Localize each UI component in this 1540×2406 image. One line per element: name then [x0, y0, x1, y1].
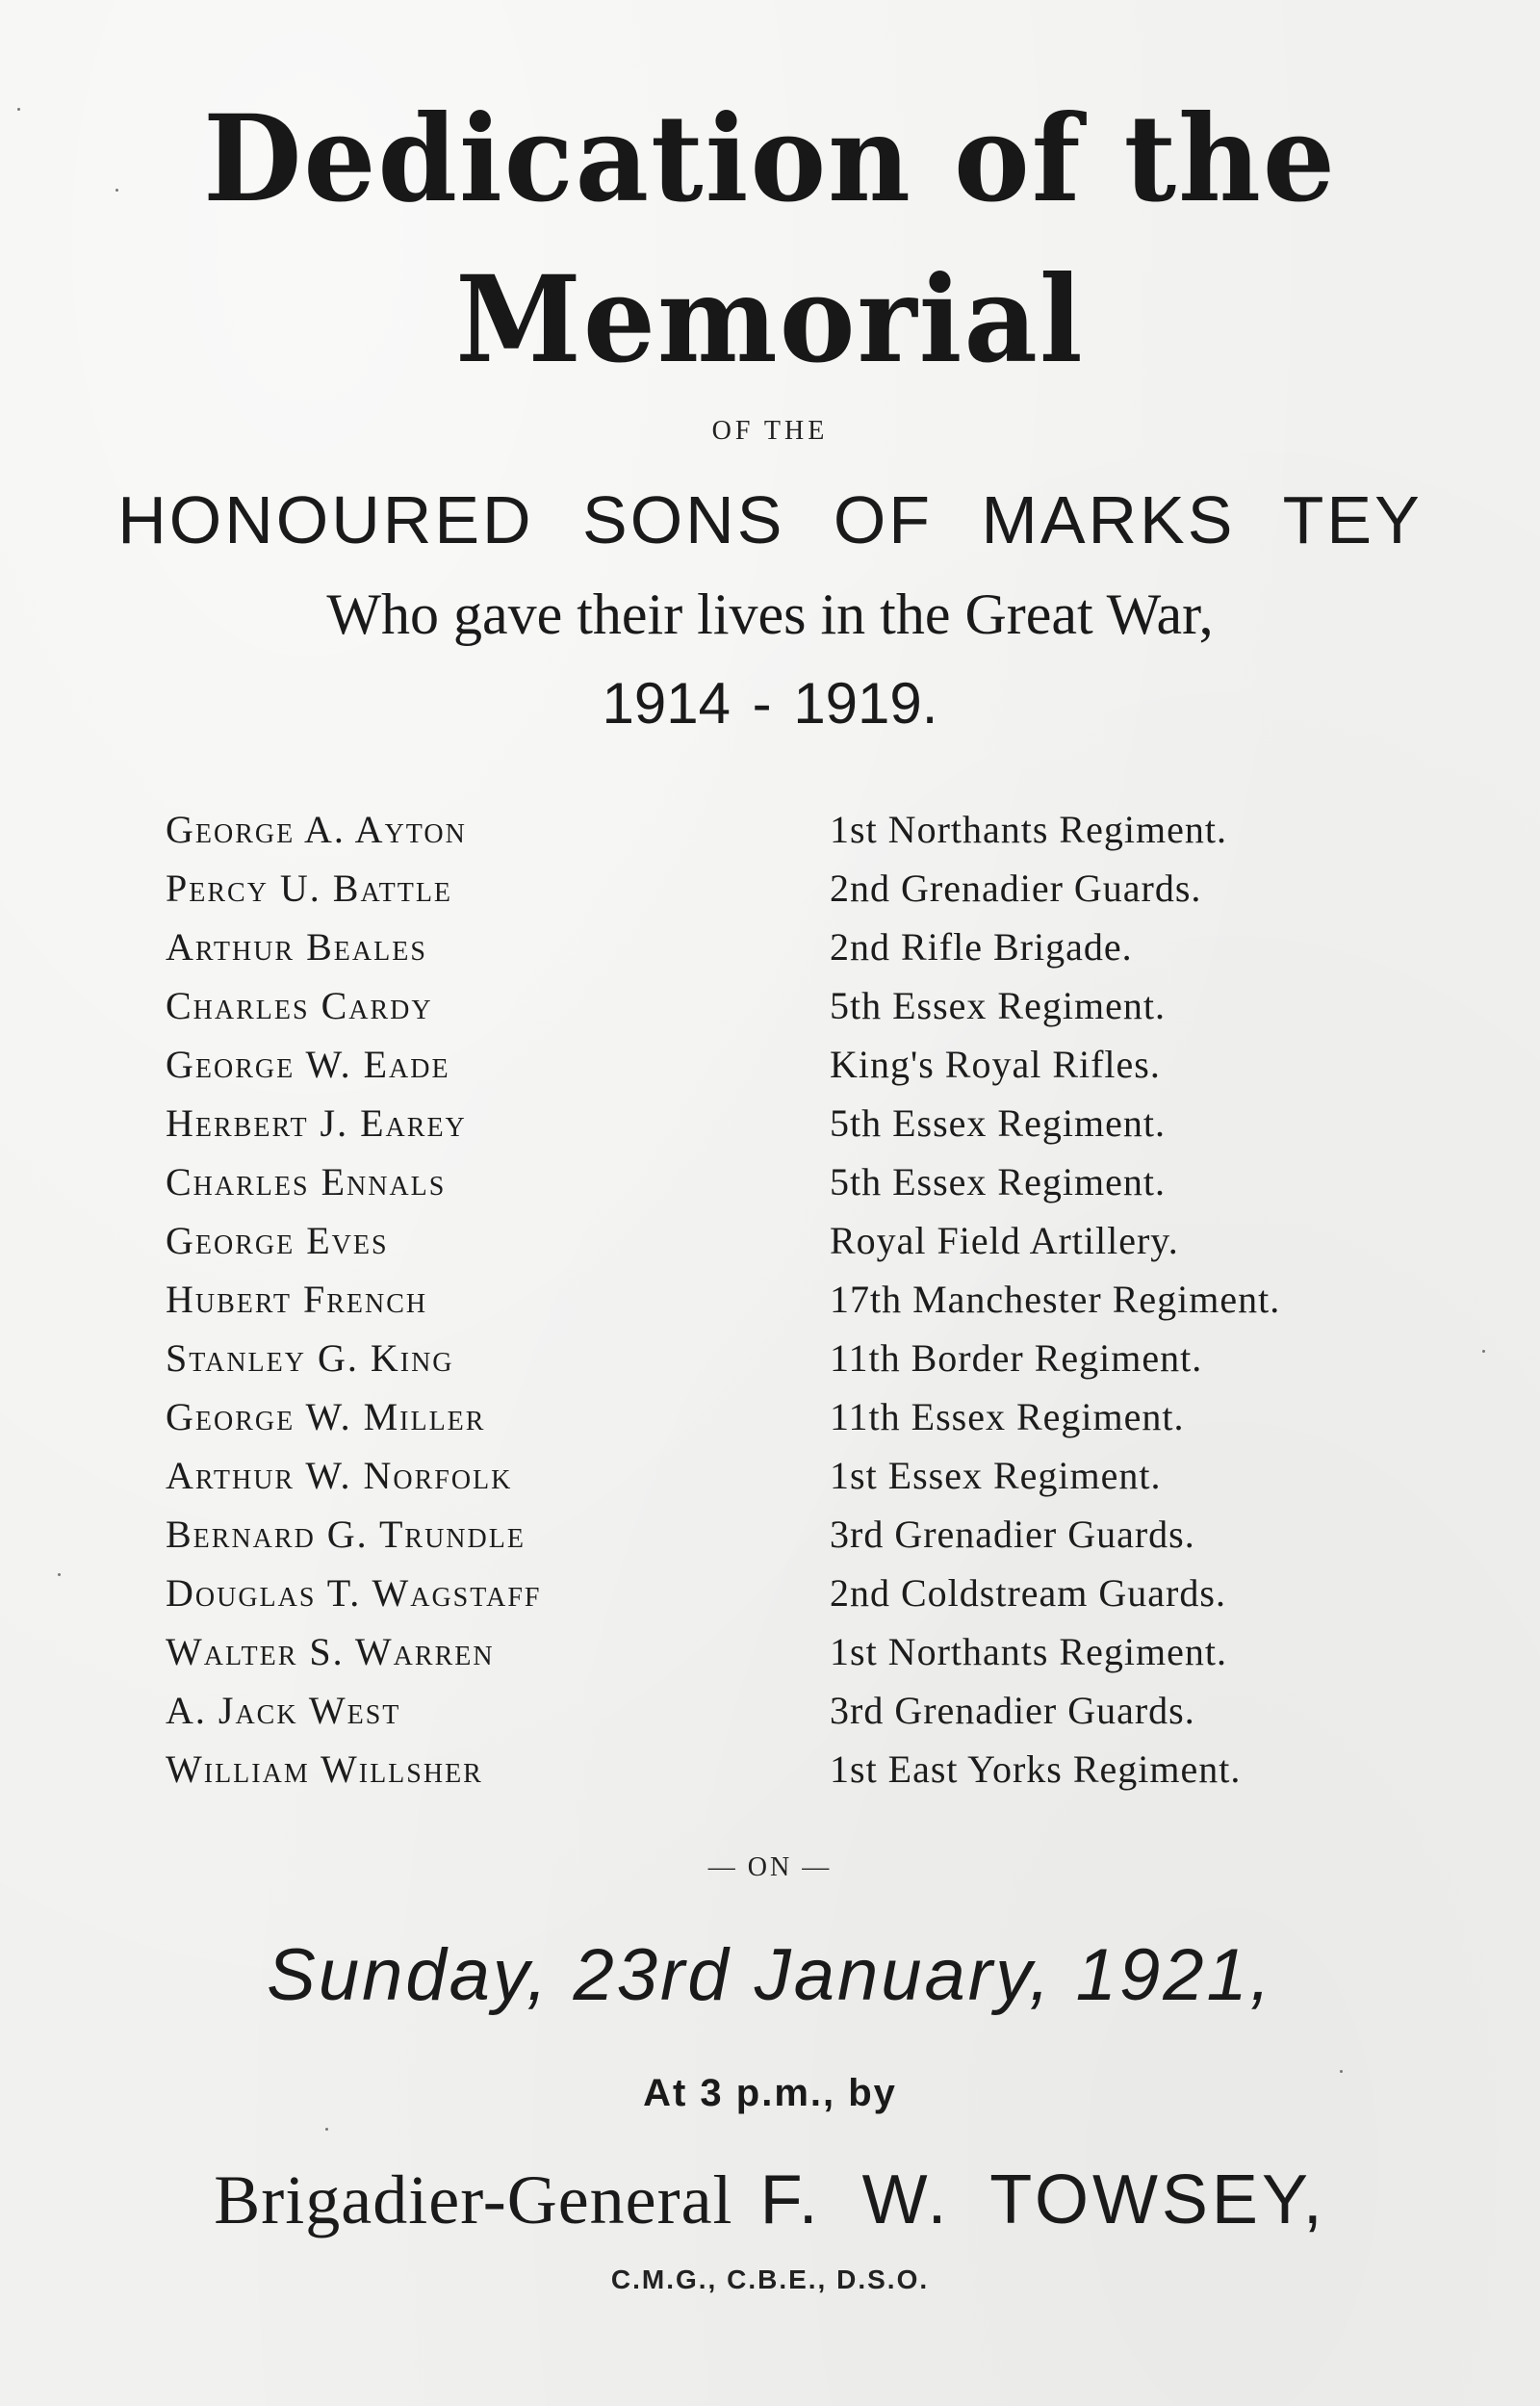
paper-speck — [1482, 1350, 1485, 1353]
roll-of-honour — [166, 807, 1417, 1805]
roll-row — [166, 1335, 1417, 1394]
ceremony-time: At 3 p.m., by — [643, 2072, 897, 2114]
roll-row — [166, 1277, 1417, 1335]
roll-row — [166, 1688, 1417, 1746]
soldier-unit: 1st Northants Regiment. — [830, 808, 1227, 851]
soldier-name: Charles Ennals — [166, 1160, 447, 1203]
on-separator: — ON — — [707, 1852, 833, 1882]
soldier-unit: 1st Essex Regiment. — [830, 1454, 1162, 1497]
roll-row — [166, 807, 1417, 866]
paper-speck — [116, 189, 118, 192]
roll-row — [166, 1159, 1417, 1218]
soldier-name: George A. Ayton — [166, 808, 467, 851]
roll-row — [166, 1570, 1417, 1629]
soldier-name: A. Jack West — [166, 1689, 401, 1732]
soldier-name: Douglas T. Wagstaff — [166, 1571, 542, 1615]
soldier-unit: 5th Essex Regiment. — [830, 1101, 1166, 1145]
paper-speck — [17, 108, 20, 111]
soldier-name: George W. Eade — [166, 1043, 450, 1086]
soldier-name: Charles Cardy — [166, 984, 433, 1027]
title-line-1: Dedication of the — [203, 88, 1337, 229]
soldier-unit: 11th Essex Regiment. — [830, 1395, 1185, 1438]
soldier-unit: 1st East Yorks Regiment. — [830, 1747, 1242, 1791]
soldier-unit: 5th Essex Regiment. — [830, 984, 1166, 1027]
roll-row — [166, 924, 1417, 983]
great-war-subheading: Who gave their lives in the Great War, — [326, 582, 1214, 646]
soldier-name: Hubert French — [166, 1278, 428, 1321]
honoured-sons-heading: HONOURED SONS OF MARKS TEY — [117, 482, 1423, 557]
soldier-name: Stanley G. King — [166, 1336, 454, 1380]
roll-row — [166, 1746, 1417, 1805]
war-years: 1914 - 1919. — [602, 671, 938, 736]
officiant-honours: C.M.G., C.B.E., D.S.O. — [610, 2264, 930, 2294]
officiant-rank: Brigadier-General — [214, 2161, 733, 2238]
soldier-unit: 2nd Rifle Brigade. — [830, 925, 1133, 969]
title-line-2: Memorial — [455, 248, 1085, 390]
soldier-name: William Willsher — [166, 1747, 483, 1791]
roll-row — [166, 1629, 1417, 1688]
ceremony-date: Sunday, 23rd January, 1921, — [267, 1934, 1273, 2016]
roll-row — [166, 1512, 1417, 1570]
of-the-label: OF THE — [711, 416, 829, 446]
paper-speck — [1340, 2070, 1343, 2073]
paper-speck — [325, 2128, 328, 2131]
roll-row — [166, 1394, 1417, 1453]
soldier-name: Percy U. Battle — [166, 867, 453, 910]
officiant-line — [0, 2160, 1540, 2240]
soldier-name: Herbert J. Earey — [166, 1101, 467, 1145]
soldier-unit: 2nd Grenadier Guards. — [830, 867, 1202, 910]
soldier-unit: 17th Manchester Regiment. — [830, 1278, 1281, 1321]
soldier-unit: 5th Essex Regiment. — [830, 1160, 1166, 1203]
soldier-unit: 3rd Grenadier Guards. — [830, 1689, 1195, 1732]
soldier-unit: 3rd Grenadier Guards. — [830, 1513, 1195, 1556]
roll-row — [166, 1453, 1417, 1512]
officiant-name: F. W. TOWSEY, — [759, 2161, 1326, 2238]
roll-row — [166, 983, 1417, 1042]
soldier-unit: 2nd Coldstream Guards. — [830, 1571, 1226, 1615]
soldier-unit: 11th Border Regiment. — [830, 1336, 1203, 1380]
soldier-name: George W. Miller — [166, 1395, 486, 1438]
soldier-name: Arthur W. Norfolk — [166, 1454, 513, 1497]
soldier-unit: King's Royal Rifles. — [830, 1043, 1161, 1086]
roll-row — [166, 1218, 1417, 1277]
soldier-name: George Eves — [166, 1219, 389, 1262]
soldier-name: Bernard G. Trundle — [166, 1513, 526, 1556]
roll-row — [166, 1100, 1417, 1159]
paper-speck — [58, 1573, 61, 1576]
soldier-name: Arthur Beales — [166, 925, 427, 969]
roll-row — [166, 1042, 1417, 1100]
soldier-unit: Royal Field Artillery. — [830, 1219, 1179, 1262]
soldier-name: Walter S. Warren — [166, 1630, 495, 1673]
roll-row — [166, 866, 1417, 924]
soldier-unit: 1st Northants Regiment. — [830, 1630, 1227, 1673]
